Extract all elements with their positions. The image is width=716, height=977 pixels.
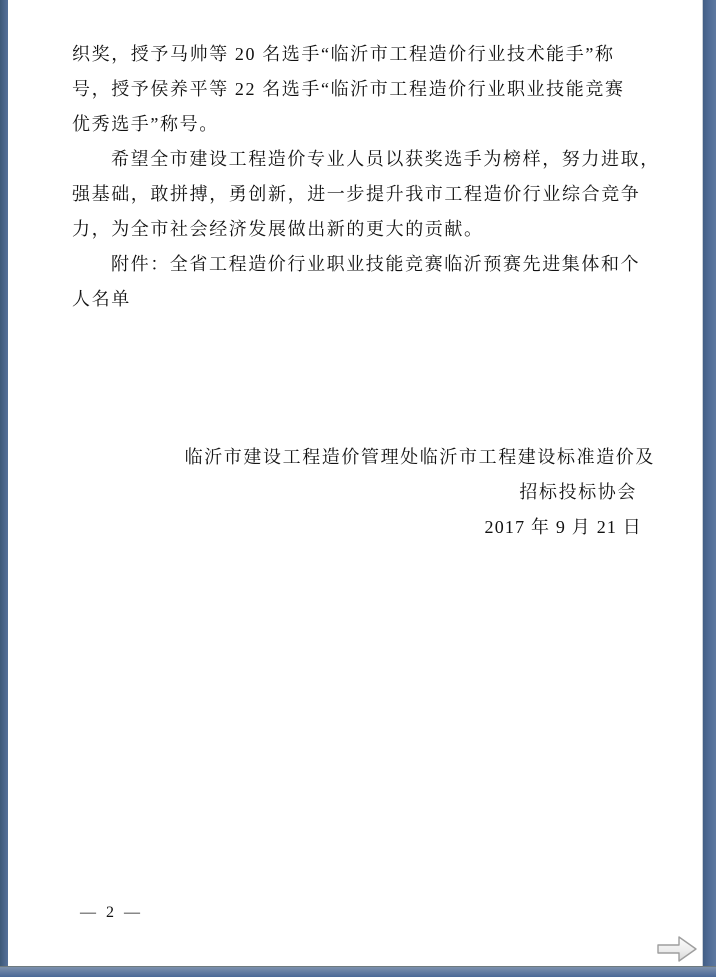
viewer-frame-right (702, 0, 716, 977)
body-line: 织奖，授予马帅等 20 名选手“临沂市工程造价行业技术能手”称 (72, 44, 615, 64)
attachment-line: 人名单 (72, 289, 131, 309)
page-number: — 2 — (80, 904, 143, 921)
signature-org-line-2: 招标投标协会 (519, 482, 637, 502)
body-line: 希望全市建设工程造价专业人员以获奖选手为榜样，努力进取， (111, 149, 660, 169)
body-line: 优秀选手”称号。 (72, 114, 219, 134)
body-line: 力，为全市社会经济发展做出新的更大的贡献。 (72, 219, 484, 239)
document-body (72, 37, 660, 317)
attachment-line: 附件：全省工程造价行业职业技能竞赛临沂预赛先进集体和个 (111, 254, 641, 274)
signature-org-line-1: 临沂市建设工程造价管理处临沂市工程建设标准造价及 (184, 447, 655, 467)
signature-date: 2017 年 9 月 21 日 (484, 517, 642, 537)
viewer-frame-bottom (0, 966, 716, 977)
signature-block (100, 440, 655, 545)
next-page-arrow-icon[interactable] (656, 935, 698, 963)
body-line: 强基础，敢拼搏，勇创新，进一步提升我市工程造价行业综合竞争 (72, 184, 641, 204)
viewer-frame-left (0, 0, 8, 977)
body-line: 号，授予侯养平等 22 名选手“临沂市工程造价行业职业技能竞赛 (72, 79, 625, 99)
